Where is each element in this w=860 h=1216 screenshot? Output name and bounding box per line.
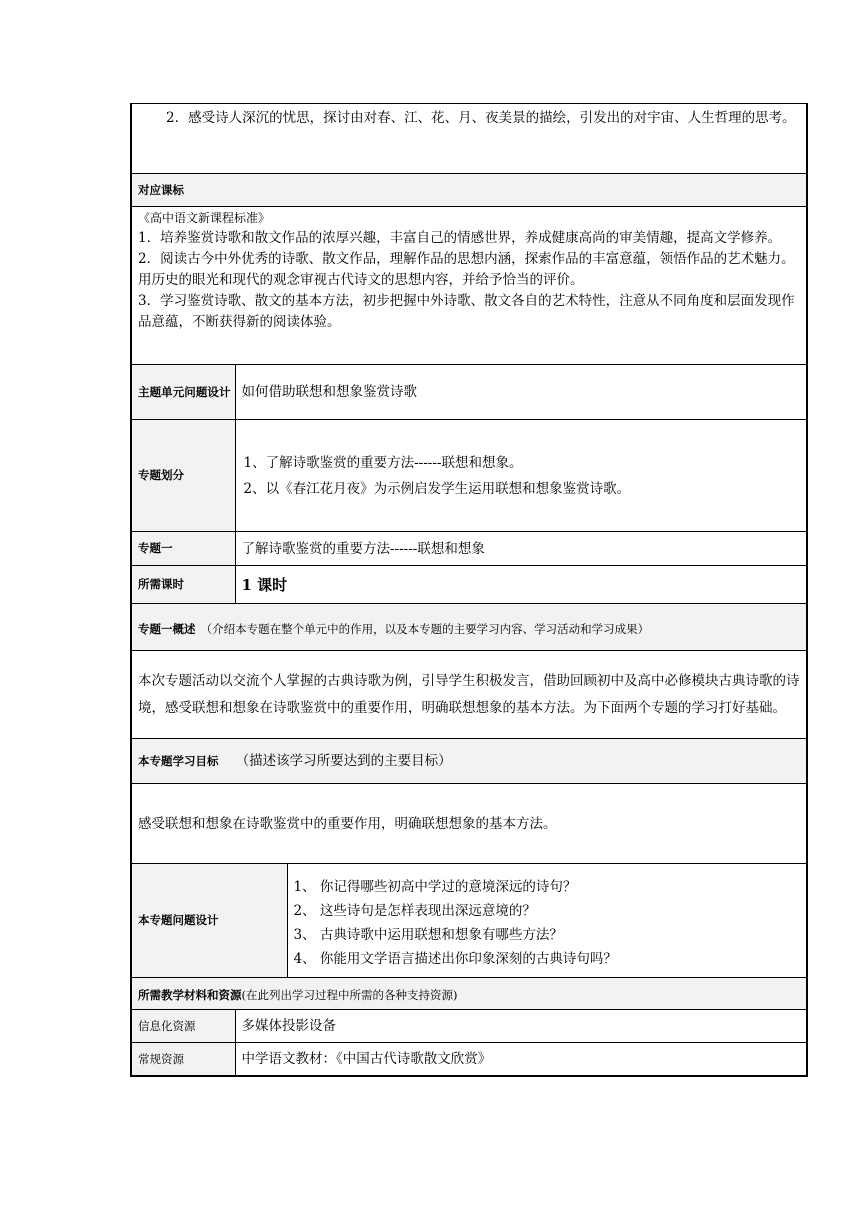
question-item-3: 3、 古典诗歌中运用联想和想象有哪些方法？ bbox=[293, 926, 563, 943]
question-item-2: 2、 这些诗句是怎样表现出深远意境的？ bbox=[293, 902, 536, 919]
topic-division-label: 专题划分 bbox=[131, 420, 235, 532]
goal-item-2: 2．感受诗人深沉的忧思，探讨由对春、江、花、月、夜美景的描绘，引发出的对宇宙、人生哲理的思考。 bbox=[166, 110, 796, 126]
topic-division-item-2: 2、以《春江花月夜》为示例启发学生运用联想和想象鉴赏诗歌。 bbox=[243, 480, 631, 497]
objectives-note: （描述该学习所要达到的主要目标） bbox=[235, 753, 452, 769]
resource-row-1-value: 多媒体投影设备 bbox=[235, 1010, 807, 1043]
resources-header: 所需教学材料和资源 bbox=[138, 988, 242, 1002]
standards-body bbox=[131, 207, 807, 365]
question-list bbox=[288, 873, 807, 969]
topic-division-item-1: 1、了解诗歌鉴赏的重要方法------联想和想象。 bbox=[243, 454, 523, 471]
theme-question-label: 主题单元问题设计 bbox=[131, 365, 235, 420]
standards-header: 对应课标 bbox=[131, 174, 807, 207]
overview-note: （介绍本专题在整个单元中的作用，以及本专题的主要学习内容、学习活动和学习成果） bbox=[200, 621, 650, 636]
hours-label: 所需课时 bbox=[131, 566, 235, 604]
overview-text: 本次专题活动以交流个人掌握的古典诗歌为例，引导学生积极发言，借助回顾初中及高中必修模块古典诗歌的诗境，感受联想和想象在诗歌鉴赏中的重要作用，明确联想想象的基本方法。为下面两个专题的学习打好基础。 bbox=[131, 651, 807, 739]
resources-note: (在此列出学习过程中所需的各种支持资源) bbox=[241, 988, 458, 1002]
standards-item-3: 3．学习鉴赏诗歌、散文的基本方法，初步把握中外诗歌、散文各自的艺术特性，注意从不同角度和层面发现作品意蕴，不断获得新的阅读体验。 bbox=[138, 293, 795, 330]
question-item-4: 4、 你能用文学语言描述出你印象深刻的古典诗句吗？ bbox=[293, 950, 617, 967]
goal-item-cell bbox=[131, 104, 807, 174]
standards-item-2: 2．阅读古今中外优秀的诗歌、散文作品，理解作品的思想内涵，探索作品的丰富意蕴，领悟作品的艺术魅力。用历史的眼光和现代的观念审视古代诗文的思想内容，并给予恰当的评价。 bbox=[138, 251, 795, 288]
overview-header: 专题一概述 bbox=[138, 621, 196, 636]
resources-header-cell bbox=[131, 978, 807, 1010]
objectives-text: 感受联想和想象在诗歌鉴赏中的重要作用，明确联想想象的基本方法。 bbox=[131, 784, 807, 864]
question-item-1: 1、 你记得哪些初高中学过的意境深远的诗句？ bbox=[293, 878, 577, 895]
standards-source: 《高中语文新课程标准》 bbox=[138, 211, 271, 225]
objectives-header: 本专题学习目标 bbox=[138, 754, 219, 768]
question-design-label: 本专题问题设计 bbox=[131, 864, 287, 978]
topic-one-value: 了解诗歌鉴赏的重要方法------联想和想象 bbox=[235, 532, 807, 566]
hours-value: 1 课时 bbox=[235, 566, 807, 604]
overview-header-cell bbox=[131, 604, 807, 651]
topic-one-label: 专题一 bbox=[131, 532, 235, 566]
resource-row-1-label: 信息化资源 bbox=[131, 1010, 235, 1043]
theme-question-value: 如何借助联想和想象鉴赏诗歌 bbox=[235, 365, 807, 420]
topic-division-cell bbox=[235, 420, 807, 532]
resource-row-2-value: 中学语文教材：《中国古代诗歌散文欣赏》 bbox=[235, 1043, 807, 1076]
question-design-cell bbox=[287, 864, 807, 978]
objectives-header-cell bbox=[131, 739, 807, 784]
resource-row-2-label: 常规资源 bbox=[131, 1043, 235, 1076]
lesson-plan-document bbox=[130, 103, 806, 1077]
lesson-plan-table bbox=[130, 103, 808, 1077]
standards-item-1: 1．培养鉴赏诗歌和散文作品的浓厚兴趣，丰富自己的情感世界，养成健康高尚的审美情趣，提高文学修养。 bbox=[138, 230, 782, 246]
